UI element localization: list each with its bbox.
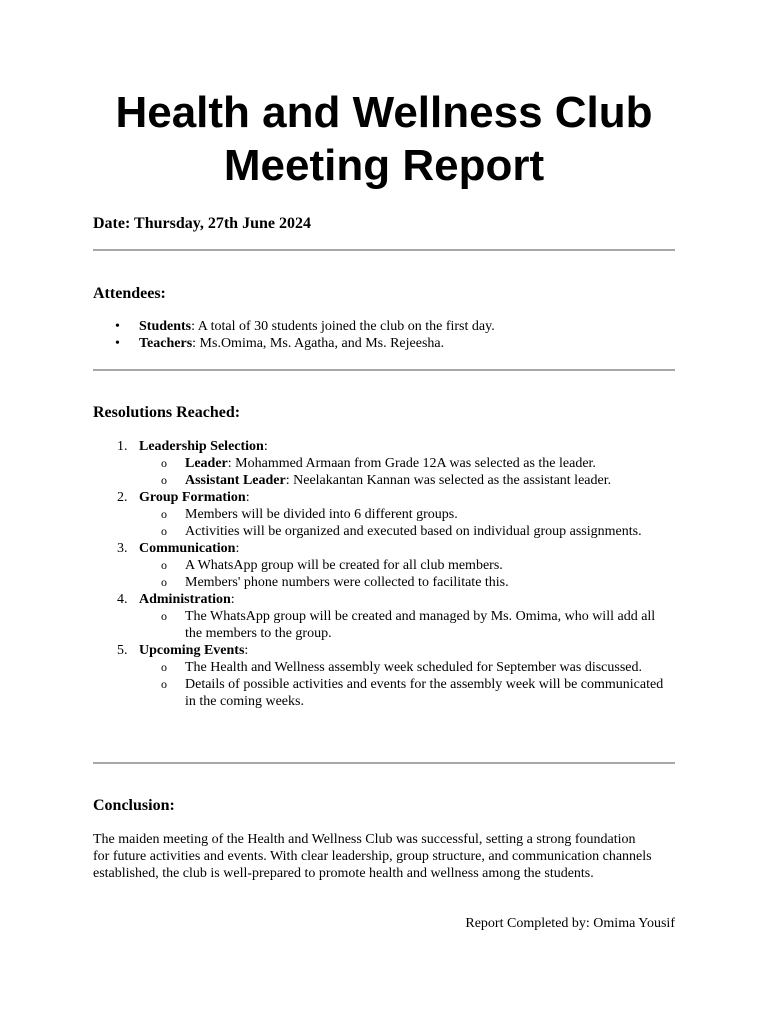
attendee-label: Teachers [139,336,193,351]
resolution-subitem [139,506,675,523]
resolution-subitem [139,557,675,574]
attendee-text: : A total of 30 students joined the club on the first day. [191,319,495,334]
resolution-suffix: : [263,439,268,454]
resolution-suffix: : [235,541,240,556]
conclusion-paragraph: The maiden meeting of the Health and Wellness Club was successful, setting a strong foundation for future activities and events. With clear leadership, group structure, and communication channels established, the club is well-prepared to promote health and wellness among the students. [93,832,652,881]
resolution-number: 3. [117,541,128,556]
subitem-text: Details of possible activities and events for the assembly week will be communicated in the coming weeks. [185,677,664,709]
resolution-item-administration [93,591,675,642]
resolution-subitem [139,608,675,642]
report-title-line-1: Health and Wellness Club [115,88,653,137]
attendee-label: Students [139,319,192,334]
report-title [53,86,715,192]
resolution-label: Communication [139,541,236,556]
attendee-item-students [93,318,495,335]
resolution-sublist [139,506,675,540]
divider [93,249,675,251]
subitem-text: Members will be divided into 6 different groups. [185,507,458,522]
subitem-text: : Mohammed Armaan from Grade 12A was selected as the leader. [227,456,596,471]
subitem-text: A WhatsApp group will be created for all club members. [185,558,503,573]
resolution-subitem [139,676,675,710]
attendees-heading: Attendees: [93,285,166,302]
resolution-number: 4. [117,592,128,607]
resolution-item-group-formation [93,489,675,540]
resolution-number: 1. [117,439,128,454]
resolutions-list [93,438,675,710]
resolution-sublist [139,659,675,710]
resolution-suffix: : [245,490,250,505]
attendee-text: : Ms.Omima, Ms. Agatha, and Ms. Rejeesha. [192,336,445,351]
resolution-sublist [139,557,675,591]
report-signoff: Report Completed by: Omima Yousif [465,916,675,931]
resolution-sublist [139,608,675,642]
meeting-date: Date: Thursday, 27th June 2024 [93,215,311,232]
divider [93,369,675,371]
resolution-label: Group Formation [139,490,246,505]
resolutions-heading: Resolutions Reached: [93,404,241,421]
subitem-text: Activities will be organized and executed based on individual group assignments. [185,524,642,539]
resolution-item-communication [93,540,675,591]
resolution-number: 2. [117,490,128,505]
divider [93,762,675,764]
conclusion-heading: Conclusion: [93,797,175,814]
resolution-label: Upcoming Events [139,643,245,658]
resolution-subitem [139,472,675,489]
resolution-subitem [139,455,675,472]
attendee-item-teachers [93,335,495,352]
resolution-number: 5. [117,643,128,658]
subitem-text: : Neelakantan Kannan was selected as the assistant leader. [285,473,612,488]
resolution-subitem [139,523,675,540]
resolution-suffix: : [230,592,235,607]
subitem-text: The Health and Wellness assembly week scheduled for September was discussed. [185,660,642,675]
resolution-label: Administration [139,592,231,607]
subitem-text: The WhatsApp group will be created and managed by Ms. Omima, who will add all the members to the group. [185,609,656,641]
resolution-label: Leadership Selection [139,439,264,454]
report-title-line-2: Meeting Report [223,141,545,190]
resolution-subitem [139,574,675,591]
resolution-subitem [139,659,675,676]
subitem-label: Leader [185,456,228,471]
resolution-suffix: : [244,643,249,658]
resolution-sublist [139,455,675,489]
resolution-item-upcoming-events [93,642,675,710]
subitem-label: Assistant Leader [185,473,286,488]
attendees-list [93,318,495,352]
subitem-text: Members' phone numbers were collected to facilitate this. [185,575,509,590]
resolution-item-leadership [93,438,675,489]
